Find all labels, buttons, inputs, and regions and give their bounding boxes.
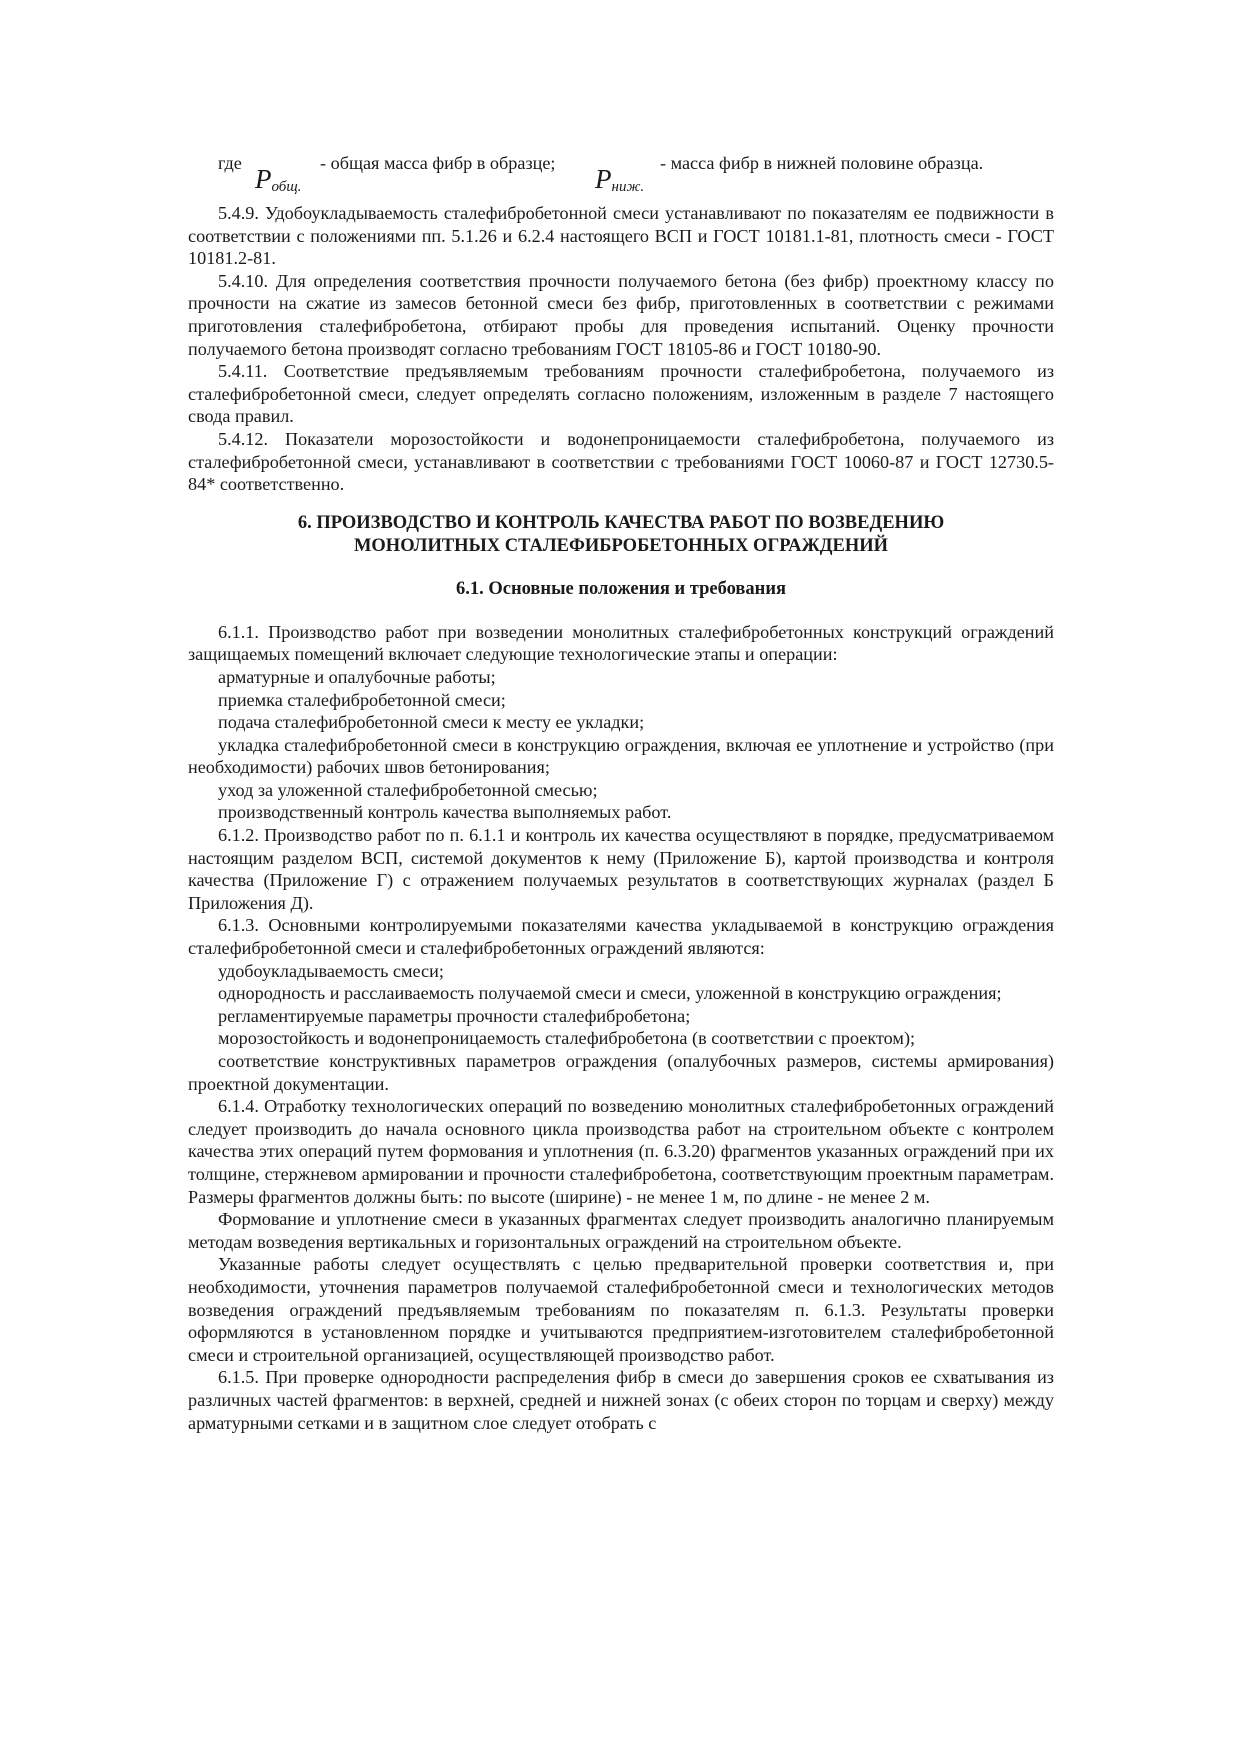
list-item: укладка сталефибробетонной смеси в конструкцию ограждения, включая ее уплотнение и устройство (при необходимости) рабочих швов бетонирования; [188, 734, 1054, 778]
paragraph: Указанные работы следует осуществлять с целью предварительной проверки соответствия и, при необходимости, уточнения параметров получаемой сталефибробетонной смеси и технологических методов возведения ограждений предъявляемым требованиям по показателям п. 6.1.3. Результаты проверки оформляются в установленном порядке и учитываются предприятием-изготовителем сталефибробетонной смеси и строительной организацией, осуществляющей производство работ. [188, 1254, 1054, 1365]
list-item: регламентируемые параметры прочности сталефибробетона; [218, 1005, 691, 1026]
subsection-title: 6.1. Основные положения и требования [456, 578, 786, 599]
list-item: удобоукладываемость смеси; [218, 960, 444, 981]
list-item: соответствие конструктивных параметров ограждения (опалубочных размеров, системы армирования) проектной документации. [188, 1051, 1054, 1094]
formula-where: где [218, 153, 242, 173]
paragraph-6-1-1: 6.1.1. Производство работ при возведении монолитных сталефибробетонных конструкций ограждений защищаемых помещений включает следующие технологические этапы и операции: [188, 621, 1054, 665]
paragraph-6-1-3: 6.1.3. Основными контролируемыми показателями качества укладываемой в конструкцию ограждения сталефибробетонной смеси и сталефибробетонных ограждений являются: [188, 915, 1054, 959]
paragraph-5-4-10: 5.4.10. Для определения соответствия прочности получаемого бетона (без фибр) проектному классу по прочности на сжатие из замесов бетонной смеси без фибр, приготовленных в соответствии с режимами приготовления сталефибробетона, отбирают пробы для проведения испытаний. Оценку прочности получаемого бетона производят согласно требованиям ГОСТ 18105-86 и ГОСТ 10180-90. [188, 270, 1054, 359]
section-title [188, 512, 1054, 558]
paragraph-6-1-5: 6.1.5. При проверке однородности распределения фибр в смеси до завершения сроков ее схватывания из различных частей фрагментов: в верхней, средней и нижней зонах (с обеих сторон по торцам и сверху) между арматурными сетками и в защитном слое следует отобрать с [188, 1367, 1054, 1433]
list-item: производственный контроль качества выполняемых работ. [218, 802, 672, 823]
paragraph-5-4-9: 5.4.9. Удобоукладываемость сталефибробетонной смеси устанавливают по показателям ее подвижности в соответствии с положениями пп. 5.1.26 и 6.2.4 настоящего ВСП и ГОСТ 10181.1-81, плотность смеси - ГОСТ 10181.2-81. [188, 203, 1054, 269]
paragraph-6-1-2: 6.1.2. Производство работ по п. 6.1.1 и контроль их качества осуществляют в порядке, предусматриваемом настоящим разделом ВСП, системой документов к нему (Приложение Б), картой производства и контроля качества (Приложение Г) с отражением получаемых результатов в соответствующих журналах (раздел Б Приложения Д). [188, 825, 1054, 913]
formula-legend [188, 150, 1054, 202]
list-item: арматурные и опалубочные работы; [218, 666, 496, 687]
paragraph: Формование и уплотнение смеси в указанных фрагментах следует производить аналогично планируемым методам возведения вертикальных и горизонтальных ограждений на строительном объекте. [188, 1209, 1054, 1252]
formula-desc-lower: - масса фибр в нижней половине образца. [660, 153, 984, 173]
paragraph-5-4-12: 5.4.12. Показатели морозостойкости и водонепроницаемости сталефибробетона, получаемого из сталефибробетонной смеси, устанавливают в соответствии с требованиями ГОСТ 10060-87 и ГОСТ 12730.5-84* соответственно. [188, 428, 1054, 495]
paragraph-5-4-11: 5.4.11. Соответствие предъявляемым требованиям прочности сталефибробетона, получаемого из сталефибробетонной смеси, следует определять согласно положениям, изложенным в разделе 7 настоящего свода правил. [188, 361, 1054, 427]
section-title-line2: МОНОЛИТНЫХ СТАЛЕФИБРОБЕТОННЫХ ОГРАЖДЕНИЙ [353, 535, 889, 556]
formula-symbol-total: $P_{общ.}$ [255, 164, 302, 195]
document-page [188, 150, 1054, 1434]
list-item: приемка сталефибробетонной смеси; [218, 689, 506, 710]
paragraph-6-1-4: 6.1.4. Отработку технологических операций по возведению монолитных сталефибробетонных ограждений следует производить до начала основного цикла производства работ на строительном объекте с контролем качества этих операций путем формования и уплотнения (п. 6.3.20) фрагментов указанных ограждений при их толщине, стержневом армировании и прочности сталефибробетона, соответствующим проектным параметрам. Размеры фрагментов должны быть: по высоте (ширине) - не менее 1 м, по длине - не менее 2 м. [188, 1096, 1054, 1207]
formula-symbol-lower: $P_{ниж.}$ [595, 164, 645, 195]
list-item: морозостойкость и водонепроницаемость сталефибробетона (в соответствии с проектом); [218, 1028, 916, 1049]
list-item: уход за уложенной сталефибробетонной смесью; [218, 779, 598, 800]
list-item: однородность и расслаиваемость получаемой смеси и смеси, уложенной в конструкцию ограждения; [218, 983, 1002, 1004]
list-item: подача сталефибробетонной смеси к месту ее укладки; [218, 712, 645, 733]
formula-desc-total: - общая масса фибр в образце; [320, 153, 556, 173]
section-title-line1: 6. ПРОИЗВОДСТВО И КОНТРОЛЬ КАЧЕСТВА РАБОТ ПО ВОЗВЕДЕНИЮ [297, 512, 945, 533]
